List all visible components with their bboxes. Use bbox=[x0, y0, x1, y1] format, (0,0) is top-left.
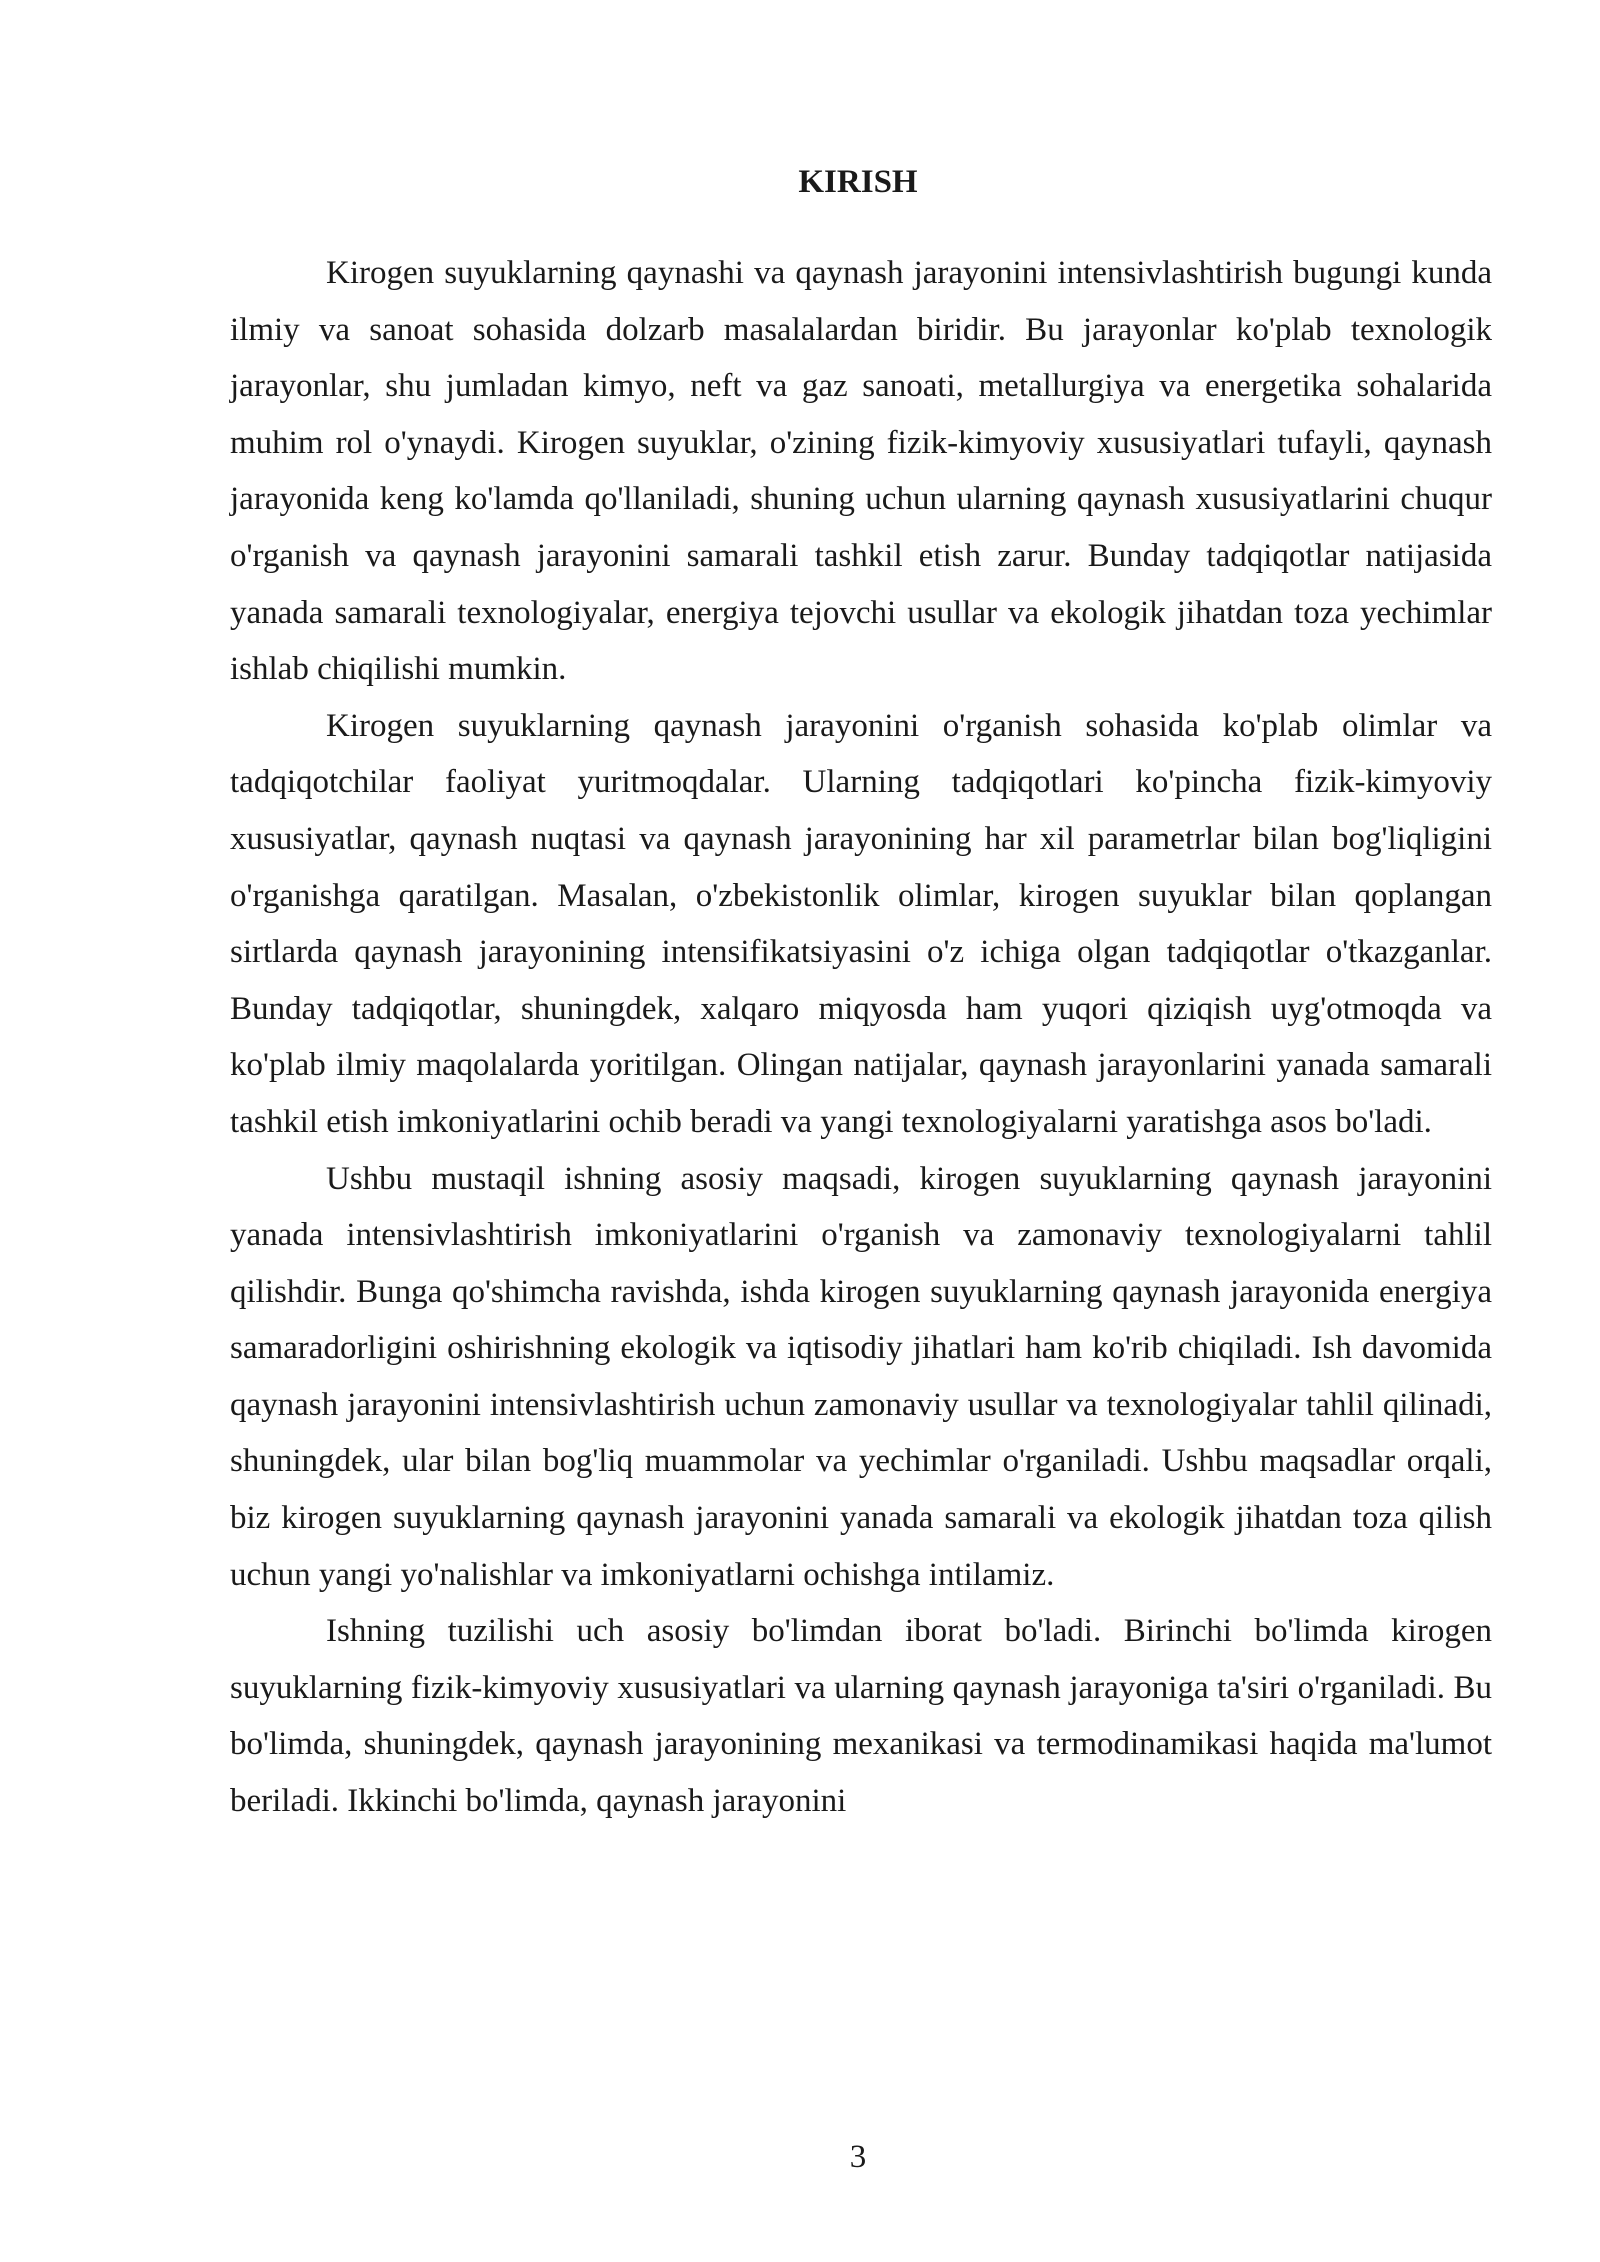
page-number: 3 bbox=[849, 2139, 867, 2175]
paragraph: Kirogen suyuklarning qaynash jarayonini o'rganish sohasida ko'plab olimlar va tadqiqotchilar faoliyat yuritmoqdalar. Ularning tadqiqotlari ko'pincha fizik-kimyoviy xususiyatlar, qaynash nuqtasi va qaynash jarayonining har xil parametrlar bilan bog'liqligini o'rganishga qaratilgan. Masalan, o'zbekistonlik olimlar, kirogen suyuklar bilan qoplangan sirtlarda qaynash jarayonining intensifikatsiyasini o'z ichiga olgan tadqiqotlar o'tkazganlar. Bunday tadqiqotlar, shuningdek, xalqaro miqyosda ham yuqori qiziqish uyg'otmoqda va ko'plab ilmiy maqolalarda yoritilgan. Olingan natijalar, qaynash jarayonlarini yanada samarali tashkil etish imkoniyatlarini ochib beradi va yangi texnologiyalarni yaratishga asos bo'ladi. bbox=[230, 707, 1492, 1140]
paragraph: Ushbu mustaqil ishning asosiy maqsadi, kirogen suyuklarning qaynash jarayonini yanada intensivlashtirish imkoniyatlarini o'rganish va zamonaviy texnologiyalarni tahlil qilishdir. Bunga qo'shimcha ravishda, ishda kirogen suyuklarning qaynash jarayonida energiya samaradorligini oshirishning ekologik va iqtisodiy jihatlari ham ko'rib chiqiladi. Ish davomida qaynash jarayonini intensivlashtirish uchun zamonaviy usullar va texnologiyalar tahlil qilinadi, shuningdek, ular bilan bog'liq muammolar va yechimlar o'rganiladi. Ushbu maqsadlar orqali, biz kirogen suyuklarning qaynash jarayonini yanada samarali va ekologik jihatdan toza qilish uchun yangi yo'nalishlar va imkoniyatlarni ochishga intilamiz. bbox=[230, 1160, 1492, 1593]
paragraph: Ishning tuzilishi uch asosiy bo'limdan iborat bo'ladi. Birinchi bo'limda kirogen suyuklarning fizik-kimyoviy xususiyatlari va ularning qaynash jarayoniga ta'siri o'rganiladi. Bu bo'limda, shuningdek, qaynash jarayonining mexanikasi va termodinamikasi haqida ma'lumot beriladi. Ikkinchi bo'limda, qaynash jarayonini bbox=[230, 1613, 1492, 1820]
body-text bbox=[230, 245, 1492, 1830]
page-heading: KIRISH bbox=[798, 164, 918, 200]
paragraph: Kirogen suyuklarning qaynashi va qaynash jarayonini intensivlashtirish bugungi kunda ilmiy va sanoat sohasida dolzarb masalalardan biridir. Bu jarayonlar ko'plab texnologik jarayonlar, shu jumladan kimyo, neft va gaz sanoati, metallurgiya va energetika sohalarida muhim rol o'ynaydi. Kirogen suyuklar, o'zining fizik-kimyoviy xususiyatlari tufayli, qaynash jarayonida keng ko'lamda qo'llaniladi, shuning uchun ularning qaynash xususiyatlarini chuqur o'rganish va qaynash jarayonini samarali tashkil etish zarur. Bunday tadqiqotlar natijasida yanada samarali texnologiyalar, energiya tejovchi usullar va ekologik jihatdan toza yechimlar ishlab chiqilishi mumkin. bbox=[230, 255, 1492, 688]
